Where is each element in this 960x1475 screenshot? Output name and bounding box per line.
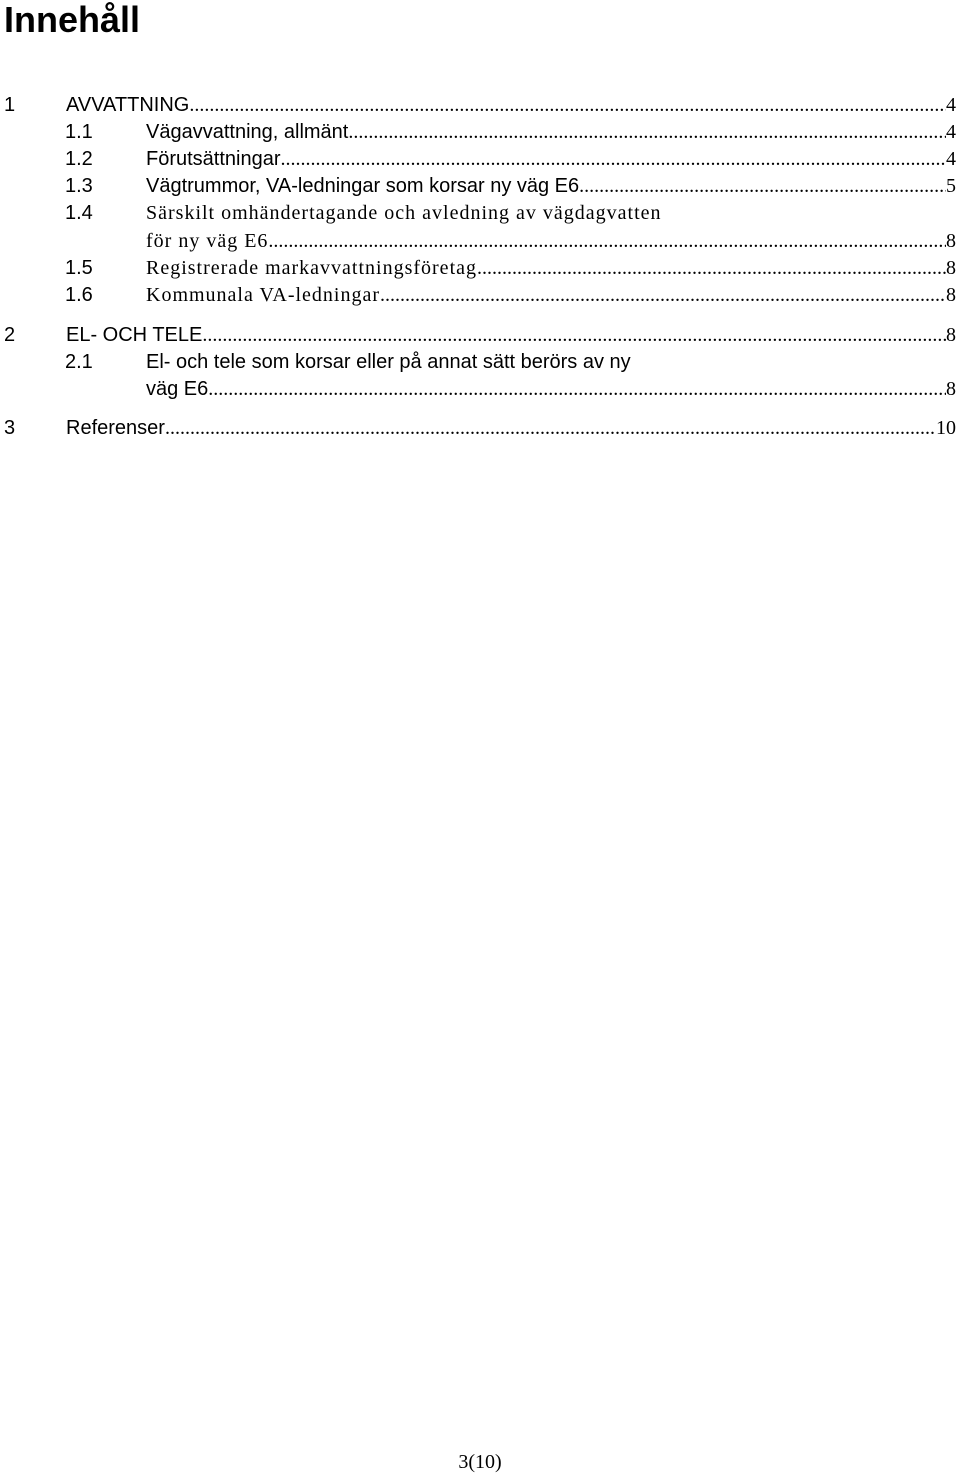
toc-number: 1.4 [65,202,93,224]
toc-entry-2-1-continuation[interactable] [0,377,960,401]
toc-page-number: 4 [946,121,956,143]
dot-leader [189,93,946,117]
dot-leader [208,377,946,401]
toc-title: EL- OCH TELE [66,324,203,346]
toc-page-number: 8 [946,257,956,279]
toc-number: 2.1 [65,351,93,373]
toc-entry-1[interactable] [0,93,960,117]
toc-entry-2[interactable] [0,323,960,347]
toc-page-number: 4 [946,148,956,170]
toc-number: 1.3 [65,175,93,197]
toc-entry-1-1[interactable] [0,120,960,144]
toc-page-number: 4 [946,94,956,116]
toc-page-number: 8 [946,324,956,346]
toc-number: 3 [4,417,16,439]
toc-title-line1: Särskilt omhändertagande och avledning av vägdagvatten [146,202,662,224]
dot-leader [281,147,946,171]
toc-title: Registrerade markavvattningsföretag [146,257,477,279]
toc-entry-3[interactable] [0,416,960,440]
page-title: Innehåll [4,0,141,40]
dot-leader [477,256,946,280]
toc-number: 1.1 [65,121,93,143]
dot-leader [165,416,936,440]
toc-entry-1-2[interactable] [0,147,960,171]
toc-page-number: 10 [936,417,956,439]
dot-leader [348,120,946,144]
toc-title: Kommunala VA-ledningar [146,284,381,306]
toc-title-line2: väg E6 [146,378,209,400]
toc-entry-1-5[interactable] [0,256,960,280]
toc-page-number: 8 [946,230,956,252]
toc-page-number: 5 [946,175,956,197]
toc-title-line1: El- och tele som korsar eller på annat sätt berörs av ny [146,351,631,373]
toc-entry-1-4[interactable] [0,201,960,225]
toc-number: 1.2 [65,148,93,170]
toc-title-line2: för ny väg E6 [146,230,269,252]
toc-page-number: 8 [946,378,956,400]
dot-leader [579,174,946,198]
toc-number: 1.5 [65,257,93,279]
toc-title: Referenser [66,417,165,439]
toc-title: AVVATTNING [66,94,190,116]
dot-leader [202,323,946,347]
page-footer-number: 3(10) [458,1451,502,1473]
toc-number: 1.6 [65,284,93,306]
toc-title: Vägavvattning, allmänt [146,121,349,143]
toc-page-number: 8 [946,284,956,306]
toc-title: Vägtrummor, VA-ledningar som korsar ny väg E6 [146,175,580,197]
toc-entry-1-4-continuation[interactable] [0,229,960,253]
toc-entry-2-1[interactable] [0,350,960,374]
toc-number: 2 [4,324,16,346]
toc-entry-1-3[interactable] [0,174,960,198]
toc-number: 1 [4,94,16,116]
toc-title: Förutsättningar [146,148,281,170]
dot-leader [380,283,946,307]
dot-leader [268,229,946,253]
toc-entry-1-6[interactable] [0,283,960,307]
